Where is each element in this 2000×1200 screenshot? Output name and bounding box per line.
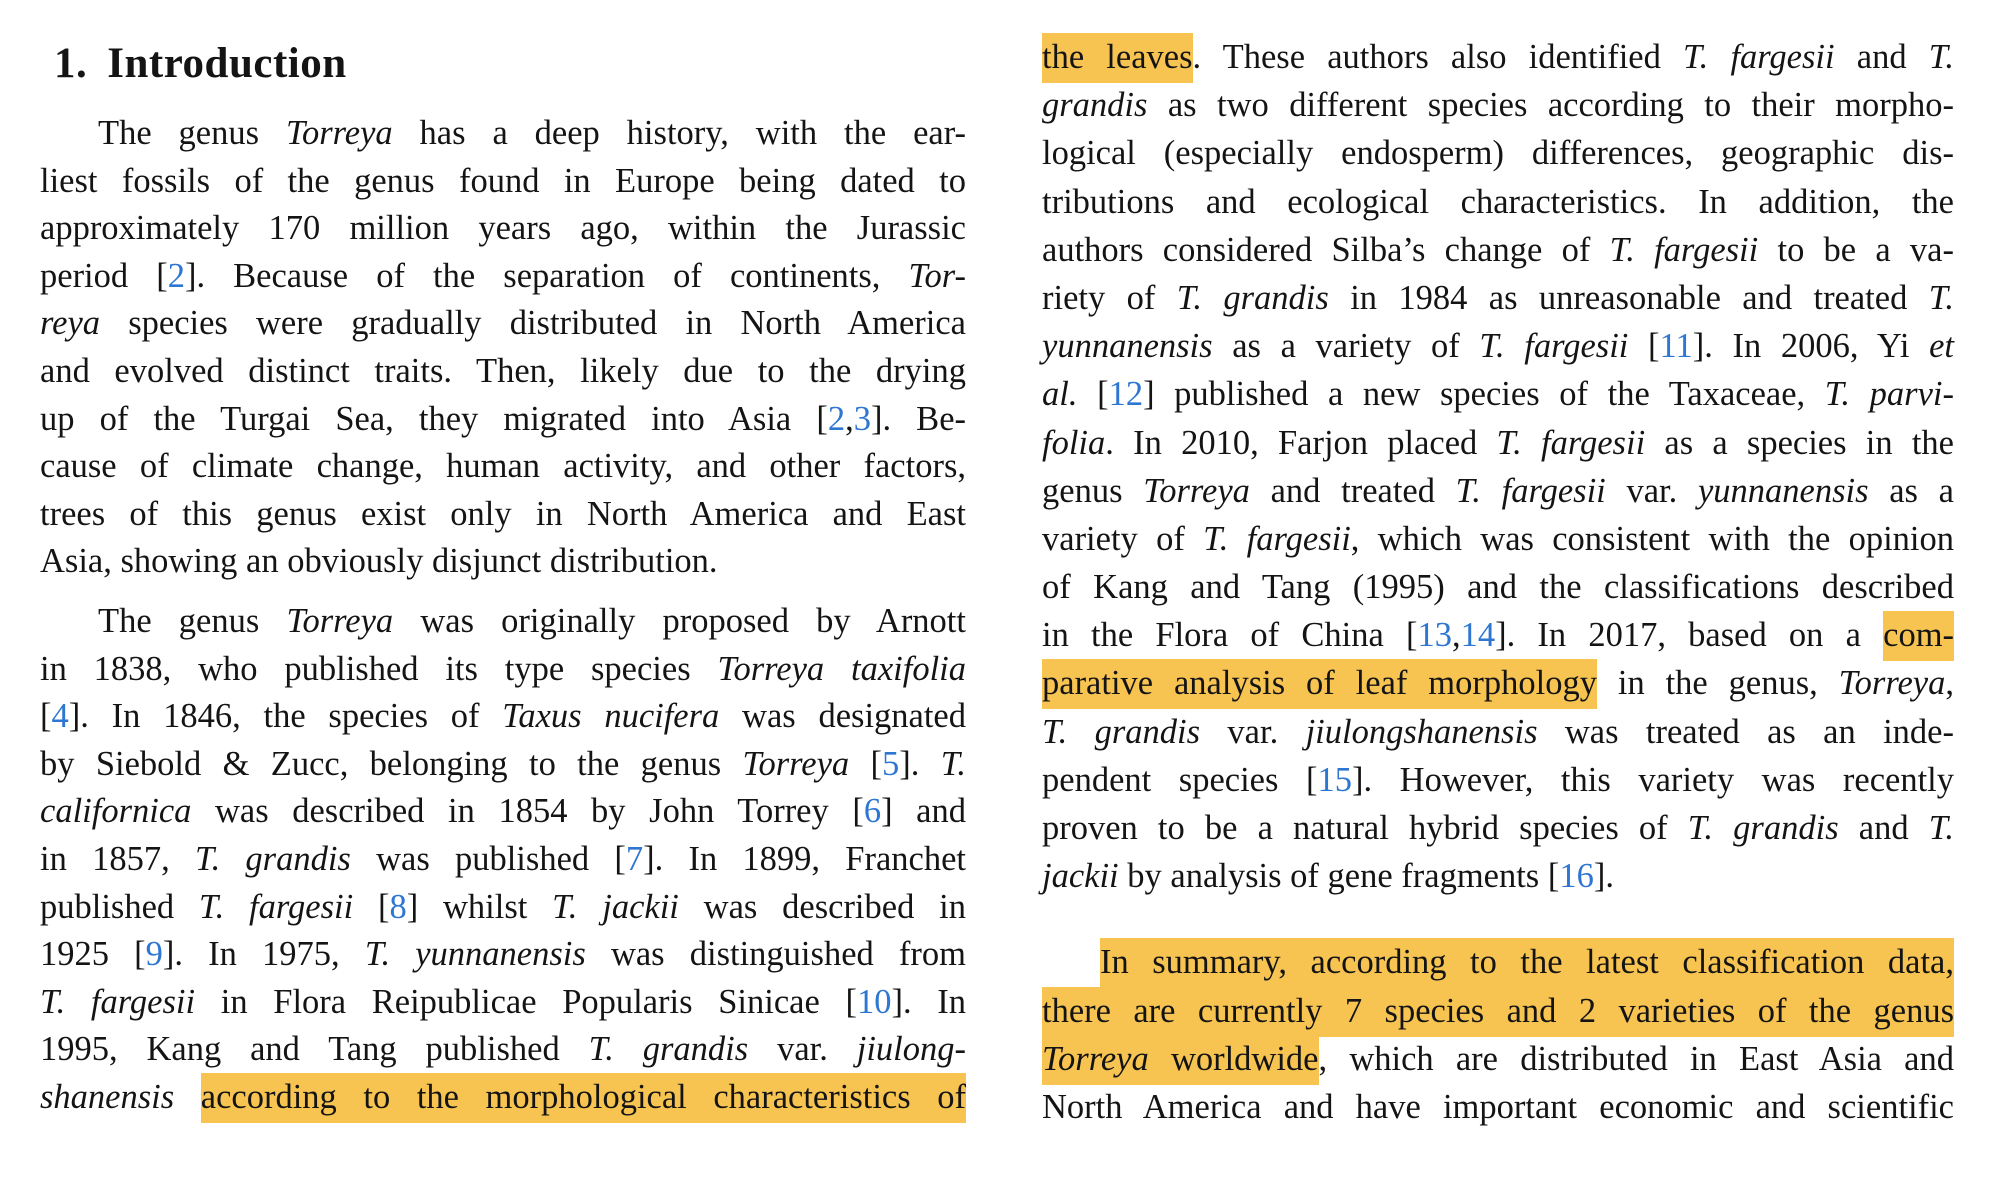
citation-ref[interactable]: 6 [863,792,882,831]
text-run: T. fargesii [1496,423,1646,462]
text-run: Torreya [1143,471,1250,510]
text-run: T. grandis [194,839,351,878]
text-run: T. parvi- [1824,375,1954,414]
text-run: 1925 [ [40,935,146,974]
text-line [1042,370,1954,418]
text-line [40,788,966,836]
text-run: [ [353,887,390,926]
highlighted-text: com- [1883,611,1954,661]
text-run: by analysis of gene fragments [ [1118,857,1560,896]
section-title: Introduction [107,40,347,87]
text-run: Torreya [285,114,393,152]
text-run: [ [1628,327,1660,366]
text-run: T. fargesii [1455,471,1606,510]
text-run: reya [40,304,101,343]
text-run: T. grandis [588,1030,749,1069]
text-run: al. [1042,375,1078,414]
text-line [1042,611,1954,659]
text-line [40,443,966,491]
text-line [40,884,966,932]
text-run: et [1929,327,1954,366]
citation-ref[interactable]: 12 [1108,375,1144,414]
text-run: T. fargesii [1203,519,1351,558]
section-heading [54,38,347,90]
text-line [1042,987,1954,1035]
text-run: , [1945,664,1954,703]
text-run: T. jackii [552,887,679,926]
text-run: , which are distributed in East Asia and [1318,1039,1954,1078]
text-run: ]. In [891,982,966,1021]
text-run: var. [748,1030,857,1069]
text-run: shanensis [40,1077,175,1116]
highlighted-text: the leaves [1042,33,1193,83]
text-line [40,598,966,646]
citation-ref[interactable]: 14 [1460,616,1496,655]
text-run: ]. Be- [870,399,966,438]
text-run: T. fargesii [198,887,354,926]
text-run: logical (especially endosperm) differences, geographic dis- [1042,134,1954,173]
text-run: Tor- [908,256,966,295]
text-line [40,741,966,789]
text-run: yunnanensis [1697,471,1869,510]
text-run: species were gradually distributed in North America [100,304,966,343]
text-run: in the genus, [1596,664,1839,703]
text-line [40,491,966,539]
text-line [40,836,966,884]
text-run: var. [1200,712,1306,751]
text-run: was treated as an inde- [1537,712,1954,751]
text-run: variety of [1042,519,1204,558]
text-run: var. [1605,471,1698,510]
text-run: genus [1042,471,1144,510]
text-run: Torreya [742,744,850,783]
text-line [1042,178,1954,226]
text-line [40,396,966,444]
text-run: authors considered Silba’s change of [1042,230,1610,269]
text-run: ]. In 1846, the species of [68,697,503,736]
highlighted-text: there are currently 7 species and 2 varieties of the genus [1042,987,1954,1037]
text-line [1042,129,1954,177]
text-line [40,693,966,741]
text-run: folia [1042,423,1106,462]
text-run: T. fargesii [1479,327,1629,366]
citation-ref[interactable]: 7 [625,839,644,878]
text-run: [ [1077,375,1109,414]
text-run: T. [1928,809,1954,847]
text-run: as two different species according to their morpho- [1147,86,1954,125]
text-run: Asia, showing an obviously disjunct distribution. [40,542,718,581]
text-run: Torreya [286,601,394,640]
text-run: ] and [881,792,966,831]
text-line [40,110,966,158]
text-run: approximately 170 million years ago, within the Jurassic [40,209,966,248]
highlighted-text: worldwide [1171,1035,1319,1085]
text-line [40,348,966,396]
text-line [1042,852,1954,900]
highlighted-text: In summary, according to the latest classification data, [1100,938,1954,988]
citation-ref[interactable]: 5 [882,744,900,783]
text-run: The genus [98,114,286,152]
text-run: in 1857, [40,839,195,878]
text-run: ]. In 2017, based on a [1495,616,1884,655]
text-run: in 1838, who published its type species [40,649,718,688]
text-line [40,253,966,301]
text-line [1042,419,1954,467]
right-column [1042,33,1954,1131]
text-line [40,646,966,694]
text-line [1042,1083,1954,1131]
text-line [1042,33,1954,81]
text-run: was designated [719,697,966,736]
citation-ref[interactable]: 8 [389,887,407,926]
text-line [1042,1035,1954,1083]
text-run: ]. In 2006, Yi [1692,327,1930,366]
text-run: , [845,399,854,438]
text-run: and [1834,38,1929,76]
text-line [40,300,966,348]
text-run: T. yunnanensis [364,935,586,974]
text-run: . These authors also identified [1192,38,1684,76]
text-run: [ [849,744,883,783]
text-line [40,1074,966,1122]
text-run: 1995, Kang and Tang published [40,1030,589,1069]
citation-ref[interactable]: 9 [145,935,163,974]
text-line [1042,467,1954,515]
citation-ref[interactable]: 2 [827,399,846,438]
text-run: jackii [1042,857,1119,896]
highlighted-text: Torreya [1042,1035,1171,1085]
text-run: was described in [678,887,966,926]
citation-ref[interactable]: 4 [51,697,69,736]
text-run: T. fargesii [1609,230,1759,269]
text-line [1042,804,1954,852]
highlighted-text: parative analysis of leaf morphology [1042,659,1597,709]
text-line [1042,938,1954,986]
text-run: to be a va- [1758,230,1954,269]
text-run: T. fargesii [1683,38,1835,76]
text-run: and evolved distinct traits. Then, likely due to the drying [40,351,966,390]
text-run: liest fossils of the genus found in Europe being dated to [40,161,966,200]
text-line [40,158,966,206]
highlighted-text: according to the morphological characteristics of [201,1073,966,1123]
citation-ref[interactable]: 2 [167,256,185,295]
text-run: T. [1928,278,1954,317]
text-run: in 1984 as unreasonable and treated [1328,278,1929,317]
text-run: cause of climate change, human activity, and other factors, [40,447,966,486]
text-run: riety of [1042,278,1177,317]
text-run: was originally proposed by Arnott [393,601,966,640]
text-run: Taxus nucifera [502,697,720,736]
text-run: has a deep history, with the ear- [392,114,966,152]
citation-ref[interactable]: 11 [1659,327,1693,366]
text-line [40,979,966,1027]
text-run: jiulong- [856,1030,966,1069]
text-run: grandis [1042,86,1148,125]
text-run: T. grandis [1042,712,1201,751]
text-run: as a species in the [1645,423,1954,462]
text-run: was described in 1854 by John Torrey [ [191,792,864,831]
text-line [40,1026,966,1074]
text-run: [ [40,697,52,736]
left-column [40,110,966,1121]
text-run: . In 2010, Farjon placed [1105,423,1497,462]
text-run: and treated [1249,471,1456,510]
text-run: jiulongshanensis [1305,712,1538,751]
text-line [40,931,966,979]
citation-ref[interactable]: 13 [1417,616,1452,655]
text-run: ]. Because of the separation of continents, [184,256,909,295]
text-run: pendent species [ [1042,760,1318,799]
text-run: T. grandis [1687,809,1839,847]
text-run: and [1838,809,1929,847]
text-run: as a [1868,471,1954,510]
text-line [1042,708,1954,756]
text-run: californica [40,792,192,831]
text-run: trees of this genus exist only in North America and East [40,494,966,533]
text-run: ] whilst [406,887,553,926]
citation-ref[interactable]: 10 [856,982,892,1021]
text-run: ]. In 1899, Franchet [643,839,966,878]
text-run: T. [940,744,966,783]
citation-ref[interactable]: 15 [1317,760,1352,799]
text-run: up of the Turgai Sea, they migrated into Asia [ [40,399,828,438]
text-run: by Siebold & Zucc, belonging to the genus [40,744,743,783]
text-line [1042,81,1954,129]
text-run: Torreya [1838,664,1946,703]
text-run: as a variety of [1212,327,1480,366]
citation-ref[interactable]: 16 [1559,857,1594,896]
text-line [1042,756,1954,804]
text-run: T. fargesii [40,982,196,1021]
text-run: The genus [98,601,287,640]
text-line [40,205,966,253]
text-run: , which was consistent with the opinion [1350,519,1954,558]
text-run: ]. However, this variety was recently [1351,760,1954,799]
citation-ref[interactable]: 3 [853,399,871,438]
text-line [1042,274,1954,322]
text-run: ]. In 1975, [162,935,365,974]
text-run: tributions and ecological characteristics. In addition, the [1042,182,1954,221]
text-run: Torreya taxifolia [717,649,966,688]
text-run: in the Flora of China [ [1042,616,1418,655]
text-run: North America and have important economic and scientific [1042,1087,1954,1126]
text-run: proven to be a natural hybrid species of [1042,809,1688,847]
section-number: 1. [54,40,88,87]
text-run: in Flora Reipublicae Popularis Sinicae [ [195,982,857,1021]
text-run: , [1451,616,1461,655]
text-line [1042,515,1954,563]
text-run: period [ [40,256,168,295]
text-run: ] published a new species of the Taxaceae, [1143,375,1825,414]
text-line [1042,563,1954,611]
text-run: was published [ [350,839,626,878]
text-run: T. [1928,38,1954,76]
text-run: ]. [899,744,941,783]
text-run: yunnanensis [1042,327,1213,366]
text-run: of Kang and Tang (1995) and the classifications described [1042,568,1954,607]
text-run: published [40,887,199,926]
text-run: T. grandis [1176,278,1329,317]
text-line [1042,226,1954,274]
text-line [40,538,966,586]
text-run [174,1078,201,1116]
text-run: was distinguished from [585,935,966,974]
text-line [1042,659,1954,707]
text-run: ]. [1593,857,1614,896]
text-line [1042,322,1954,370]
